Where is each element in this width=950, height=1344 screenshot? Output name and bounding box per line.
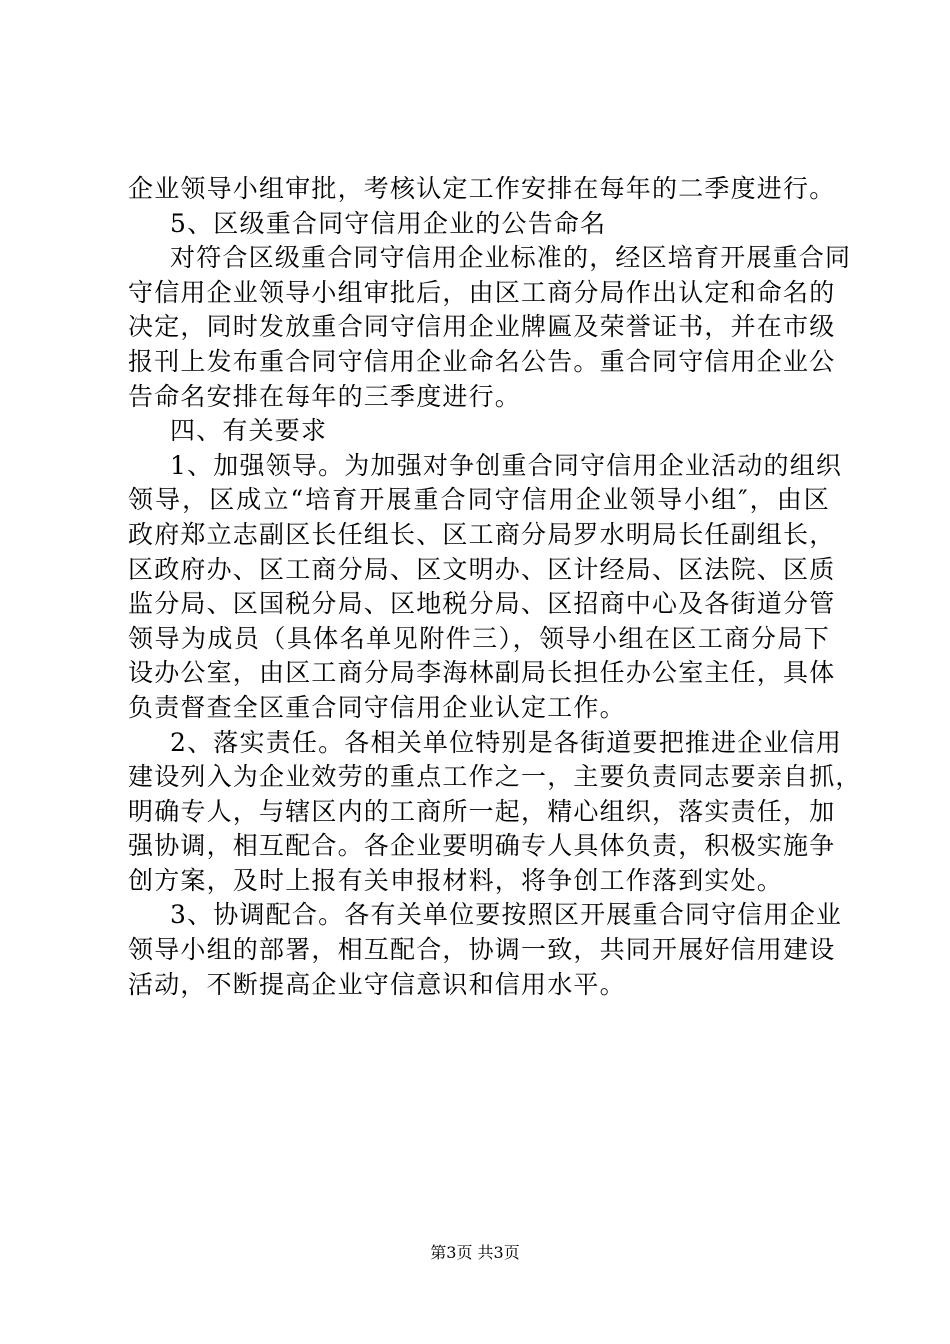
text-line: 建设列入为企业效劳的重点工作之一，主要负责同志要亲自抓， (128, 762, 862, 792)
text-line: 企业领导小组审批，考核认定工作安排在每年的二季度进行。 (128, 174, 836, 203)
text-line: 设办公室，由区工商分局李海林副局长担任办公室主任，具体 (128, 658, 836, 688)
text-line: 领导小组的部署，相互配合，协调一致，共同开展好信用建设 (128, 935, 836, 965)
text-line: 1、加强领导。为加强对争创重合同守信用企业活动的组织 (170, 450, 843, 480)
text-line: 2、落实责任。各相关单位特别是各街道要把推进企业信用 (170, 727, 843, 757)
text-line: 对符合区级重合同守信用企业标准的，经区培育开展重合同 (170, 243, 852, 273)
section-heading: 四、有关要求 (170, 416, 328, 446)
section-heading: 5、区级重合同守信用企业的公告命名 (170, 208, 607, 238)
text-line: 区政府办、区工商分局、区文明办、区计经局、区法院、区质 (128, 554, 836, 584)
text-line: 创方案，及时上报有关申报材料，将争创工作落到实处。 (128, 865, 784, 895)
text-line: 领导为成员（具体名单见附件三），领导小组在区工商分局下 (128, 623, 830, 653)
text-line: 守信用企业领导小组审批后，由区工商分局作出认定和命名的 (128, 277, 836, 307)
text-line: 活动，不断提高企业守信意识和信用水平。 (128, 969, 626, 999)
text-line: 监分局、区国税分局、区地税分局、区招商中心及各街道分管 (128, 589, 836, 619)
text-line: 报刊上发布重合同守信用企业命名公告。重合同守信用企业公 (128, 346, 836, 376)
text-line: 明确专人，与辖区内的工商所一起，精心组织，落实责任，加 (128, 796, 836, 826)
text-line: 强协调，相互配合。各企业要明确专人具体负责，积极实施争 (128, 831, 836, 861)
text-line: 领导，区成立“培育开展重合同守信用企业领导小组″，由区 (128, 485, 830, 515)
text-line: 告命名安排在每年的三季度进行。 (128, 381, 522, 411)
text-line: 政府郑立志副区长任组长、区工商分局罗水明局长任副组长， (128, 519, 836, 549)
text-line: 负责督查全区重合同守信用企业认定工作。 (128, 692, 626, 722)
document-body (128, 172, 862, 1002)
text-line: 3、协调配合。各有关单位要按照区开展重合同守信用企业 (170, 900, 843, 930)
page-number-footer: 第3页 共3页 (430, 1243, 520, 1262)
text-line: 决定，同时发放重合同守信用企业牌匾及荣誉证书，并在市级 (128, 312, 836, 342)
